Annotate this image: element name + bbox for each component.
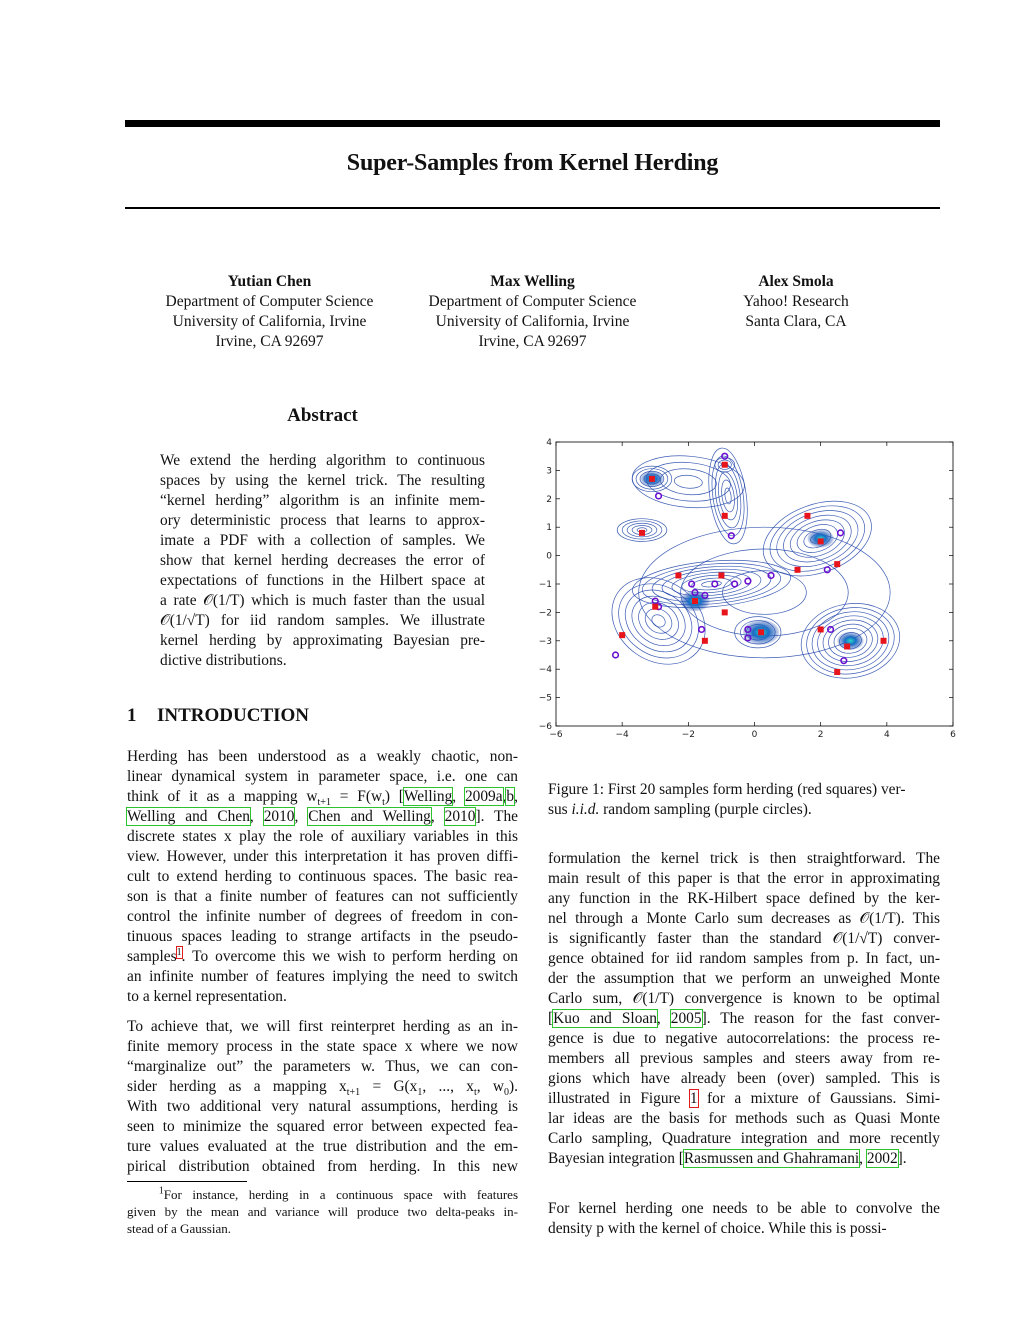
intro-paragraph-1 xyxy=(127,747,518,1007)
y-tick-label: 2 xyxy=(546,494,552,505)
author-address: Irvine, CA 92697 xyxy=(478,333,587,350)
paper-title: Super-Samples from Kernel Herding xyxy=(346,150,719,176)
text-line: To achieve that, we will first reinterpret herding as an in- xyxy=(127,1018,518,1035)
abstract-line: spaces by using the kernel trick. The resulting xyxy=(160,472,485,489)
text-line: gence is due to negative autocorrelations: the process re- xyxy=(548,1030,940,1047)
y-tick-label: −3 xyxy=(538,636,552,647)
citation-link[interactable]: Chen and Welling xyxy=(308,808,431,825)
caption-emphasis: i.i.d. xyxy=(571,801,600,818)
footnote-mark: 1 xyxy=(158,1185,164,1197)
x-tick-label: −6 xyxy=(549,730,563,740)
y-tick-label: 4 xyxy=(546,438,552,448)
herding-sample-point xyxy=(722,513,728,519)
text-line: [Kuo and Sloan, 2005]. The reason for the fast conver- xyxy=(548,1010,940,1027)
abstract-line: a rate 𝒪(1/T) which is much faster than the usual xyxy=(160,592,485,609)
citation-link[interactable]: Welling xyxy=(403,788,453,805)
text-line: gence obtained for iid random samples from p. In fact, un- xyxy=(548,950,940,967)
contour-scatter-plot xyxy=(520,432,960,742)
citation-link[interactable]: 2009a xyxy=(464,788,503,805)
text-line: illustrated in Figure 1 for a mixture of Gaussians. Simi- xyxy=(548,1090,940,1107)
herding-sample-point xyxy=(692,598,698,604)
herding-sample-point xyxy=(795,567,801,573)
text-line: an infinite number of features implying the need to switch xyxy=(127,968,518,985)
text-line: son is that a finite number of features can not sufficiently xyxy=(127,888,518,905)
y-tick-label: −4 xyxy=(538,665,552,676)
citation-link[interactable]: Rasmussen and Ghahramani xyxy=(683,1150,860,1167)
x-tick-label: 6 xyxy=(950,730,956,740)
text-line: sider herding as a mapping $x_{t+1} = G(x_1$, ..., $x_t$, $w_0$). xyxy=(127,1078,518,1099)
text-line: linear dynamical system in parameter space, i.e. one can xyxy=(127,768,518,785)
text-line: cult to extend herding to continuous spaces. The basic rea- xyxy=(127,868,518,885)
text-line: is significantly faster than the standard 𝒪(1/√T) conver- xyxy=(548,930,940,947)
right-paragraph-1 xyxy=(548,849,940,1169)
herding-sample-point xyxy=(675,572,681,578)
text-line: seen to minimize the squared error between expected fea- xyxy=(127,1118,518,1135)
text-line: Carlo sampling, Quadrature integration and more recently xyxy=(548,1130,940,1147)
herding-sample-point xyxy=(702,638,708,644)
x-tick-label: 4 xyxy=(883,730,890,740)
citation-link[interactable]: Kuo and Sloan xyxy=(553,1010,657,1027)
caption-line: sus i.i.d. random sampling (purple circles). xyxy=(548,801,812,818)
text-line: der the assumption that we perform an unweighed Monte xyxy=(548,970,940,987)
footnote-line: $^1$For instance, herding in a continuous space with features xyxy=(158,1185,519,1202)
abstract-line: We extend the herding algorithm to continuous xyxy=(160,452,485,469)
footnote xyxy=(127,1186,518,1237)
y-tick-label: 3 xyxy=(546,466,552,477)
text-line: With two additional very natural assumptions, herding is xyxy=(127,1098,518,1115)
author-block-2 xyxy=(410,272,655,352)
text-line: finite memory process in the state space x where we now xyxy=(127,1038,518,1055)
herding-sample-point xyxy=(844,643,850,649)
footnote-line: given by the mean and variance will produce two delta-peaks in- xyxy=(127,1204,518,1219)
text-line: to a kernel representation. xyxy=(127,988,287,1005)
footnote-rule xyxy=(127,1181,247,1182)
footnote-link[interactable]: 1 xyxy=(176,946,182,958)
abstract-heading: Abstract xyxy=(287,405,358,426)
herding-sample-point xyxy=(639,530,645,536)
herding-sample-point xyxy=(649,476,655,482)
abstract-line: imate a PDF with a collection of samples. We xyxy=(160,532,485,549)
title-rule-top xyxy=(125,120,940,127)
herding-sample-point xyxy=(619,632,625,638)
text-line: main result of this paper is that the error in approximating xyxy=(548,870,940,887)
citation-link[interactable]: 2010 xyxy=(444,808,476,825)
herding-sample-point xyxy=(881,638,887,644)
herding-sample-point xyxy=(718,572,724,578)
citation-link[interactable]: 2005 xyxy=(670,1010,702,1027)
herding-sample-point xyxy=(652,604,658,610)
author-block-1 xyxy=(147,272,392,352)
herding-sample-point xyxy=(804,513,810,519)
text-line: Carlo sum, 𝒪(1/T) convergence is known to be optimal xyxy=(548,990,940,1007)
author-address: Santa Clara, CA xyxy=(745,313,847,330)
text-line: samples$^1$. To overcome this we wish to perform herding on xyxy=(127,946,518,965)
abstract-line: expectations of functions in the Hilbert space at xyxy=(160,572,485,589)
figure-1 xyxy=(520,432,960,742)
text-line: members all previous samples and steers away from re- xyxy=(548,1050,940,1067)
author-name: Alex Smola xyxy=(758,273,834,290)
herding-sample-point xyxy=(818,626,824,632)
abstract-line: 𝒪(1/√T) for iid random samples. We illustrate xyxy=(160,612,485,629)
text-line: any function in the RK-Hilbert space defined by the ker- xyxy=(548,890,940,907)
text-line: Welling and Chen, 2010, Chen and Welling, 2010]. The xyxy=(127,808,518,825)
text-line: lar ideas are the basis for methods such as Quasi Monte xyxy=(548,1110,940,1127)
citation-link[interactable]: 2010 xyxy=(263,808,295,825)
x-tick-label: 2 xyxy=(817,730,824,740)
y-tick-label: −5 xyxy=(538,693,552,704)
figure-caption xyxy=(548,780,940,820)
y-tick-label: −1 xyxy=(538,580,552,590)
text-line: control the infinite number of degrees of freedom in con- xyxy=(127,908,518,925)
text-line: nel through a Monte Carlo sum decreases as 𝒪(1/T). This xyxy=(548,910,940,927)
text-line: pirical distribution obtained from herding. In this new xyxy=(127,1158,518,1175)
citation-link[interactable]: Welling and Chen xyxy=(127,808,250,825)
herding-sample-point xyxy=(834,561,840,567)
density-peak xyxy=(837,632,863,650)
y-tick-label: 1 xyxy=(546,523,552,534)
text-line: Herding has been understood as a weakly chaotic, non- xyxy=(127,748,518,765)
abstract-line: dictive distributions. xyxy=(160,652,287,669)
text-line: density p with the kernel of choice. While this is possi- xyxy=(548,1220,887,1237)
y-tick-label: −6 xyxy=(538,722,552,732)
abstract-body xyxy=(160,451,485,671)
text-line: view. However, under this interpretation it has proven diffi- xyxy=(127,848,518,865)
text-line: Bayesian integration [Rasmussen and Ghahramani, 2002]. xyxy=(548,1150,907,1167)
y-tick-label: −2 xyxy=(538,608,552,619)
x-tick-label: 0 xyxy=(751,730,758,740)
author-affiliation: University of California, Irvine xyxy=(435,313,630,330)
abstract-line: show that kernel herding decreases the error of xyxy=(160,552,485,569)
author-affiliation: Department of Computer Science xyxy=(428,293,637,310)
abstract-line: ory deterministic process that learns to approx- xyxy=(160,512,485,529)
citation-link[interactable]: b xyxy=(506,788,515,805)
herding-sample-point xyxy=(818,538,824,544)
abstract-line: kernel herding by approximating Bayesian pre- xyxy=(160,632,485,649)
plot-frame xyxy=(556,442,953,726)
author-block-3 xyxy=(700,272,892,332)
herding-sample-point xyxy=(722,462,728,468)
intro-paragraph-2 xyxy=(127,1017,518,1177)
abstract-line: “kernel herding” algorithm is an infinite mem- xyxy=(160,492,485,509)
text-line: “marginalize out” the parameters w. Thus, we can con- xyxy=(127,1058,518,1075)
text-line: discrete states x play the role of auxiliary variables in this xyxy=(127,828,518,845)
x-tick-label: −4 xyxy=(615,730,629,740)
title-rule-bottom xyxy=(125,207,940,209)
text-line: gions which have already been (over) sampled. This is xyxy=(548,1070,940,1087)
author-name: Max Welling xyxy=(490,273,575,290)
text-line: think of it as a mapping $w_{t+1} = F(w_t)$ [Welling, 2009a,b, xyxy=(127,788,518,809)
author-affiliation: University of California, Irvine xyxy=(172,313,367,330)
herding-sample-point xyxy=(722,609,728,615)
text-line: ture values evaluated at the true distribution and the em- xyxy=(127,1138,518,1155)
herding-sample-point xyxy=(834,669,840,675)
caption-line: Figure 1: First 20 samples form herding (red squares) ver- xyxy=(548,781,906,798)
section-heading xyxy=(127,705,309,727)
x-tick-label: −2 xyxy=(681,730,695,740)
citation-link[interactable]: 2002 xyxy=(866,1150,898,1167)
text-line: tinuous spaces leading to strange artifacts in the pseudo- xyxy=(127,928,518,945)
author-affiliation: Department of Computer Science xyxy=(165,293,374,310)
text-line: For kernel herding one needs to be able to convolve the xyxy=(548,1200,940,1217)
text-line: formulation the kernel trick is then straightforward. The xyxy=(548,850,940,867)
author-affiliation: Yahoo! Research xyxy=(743,293,849,310)
section-title: INTRODUCTION xyxy=(157,705,310,726)
right-paragraph-2 xyxy=(548,1199,940,1239)
author-name: Yutian Chen xyxy=(227,273,312,290)
section-number: 1 xyxy=(127,705,137,726)
author-address: Irvine, CA 92697 xyxy=(215,333,324,350)
y-tick-label: 0 xyxy=(546,551,552,562)
herding-sample-point xyxy=(758,629,764,635)
footnote-line: stead of a Gaussian. xyxy=(127,1221,231,1236)
figure-link[interactable]: 1 xyxy=(689,1090,698,1107)
